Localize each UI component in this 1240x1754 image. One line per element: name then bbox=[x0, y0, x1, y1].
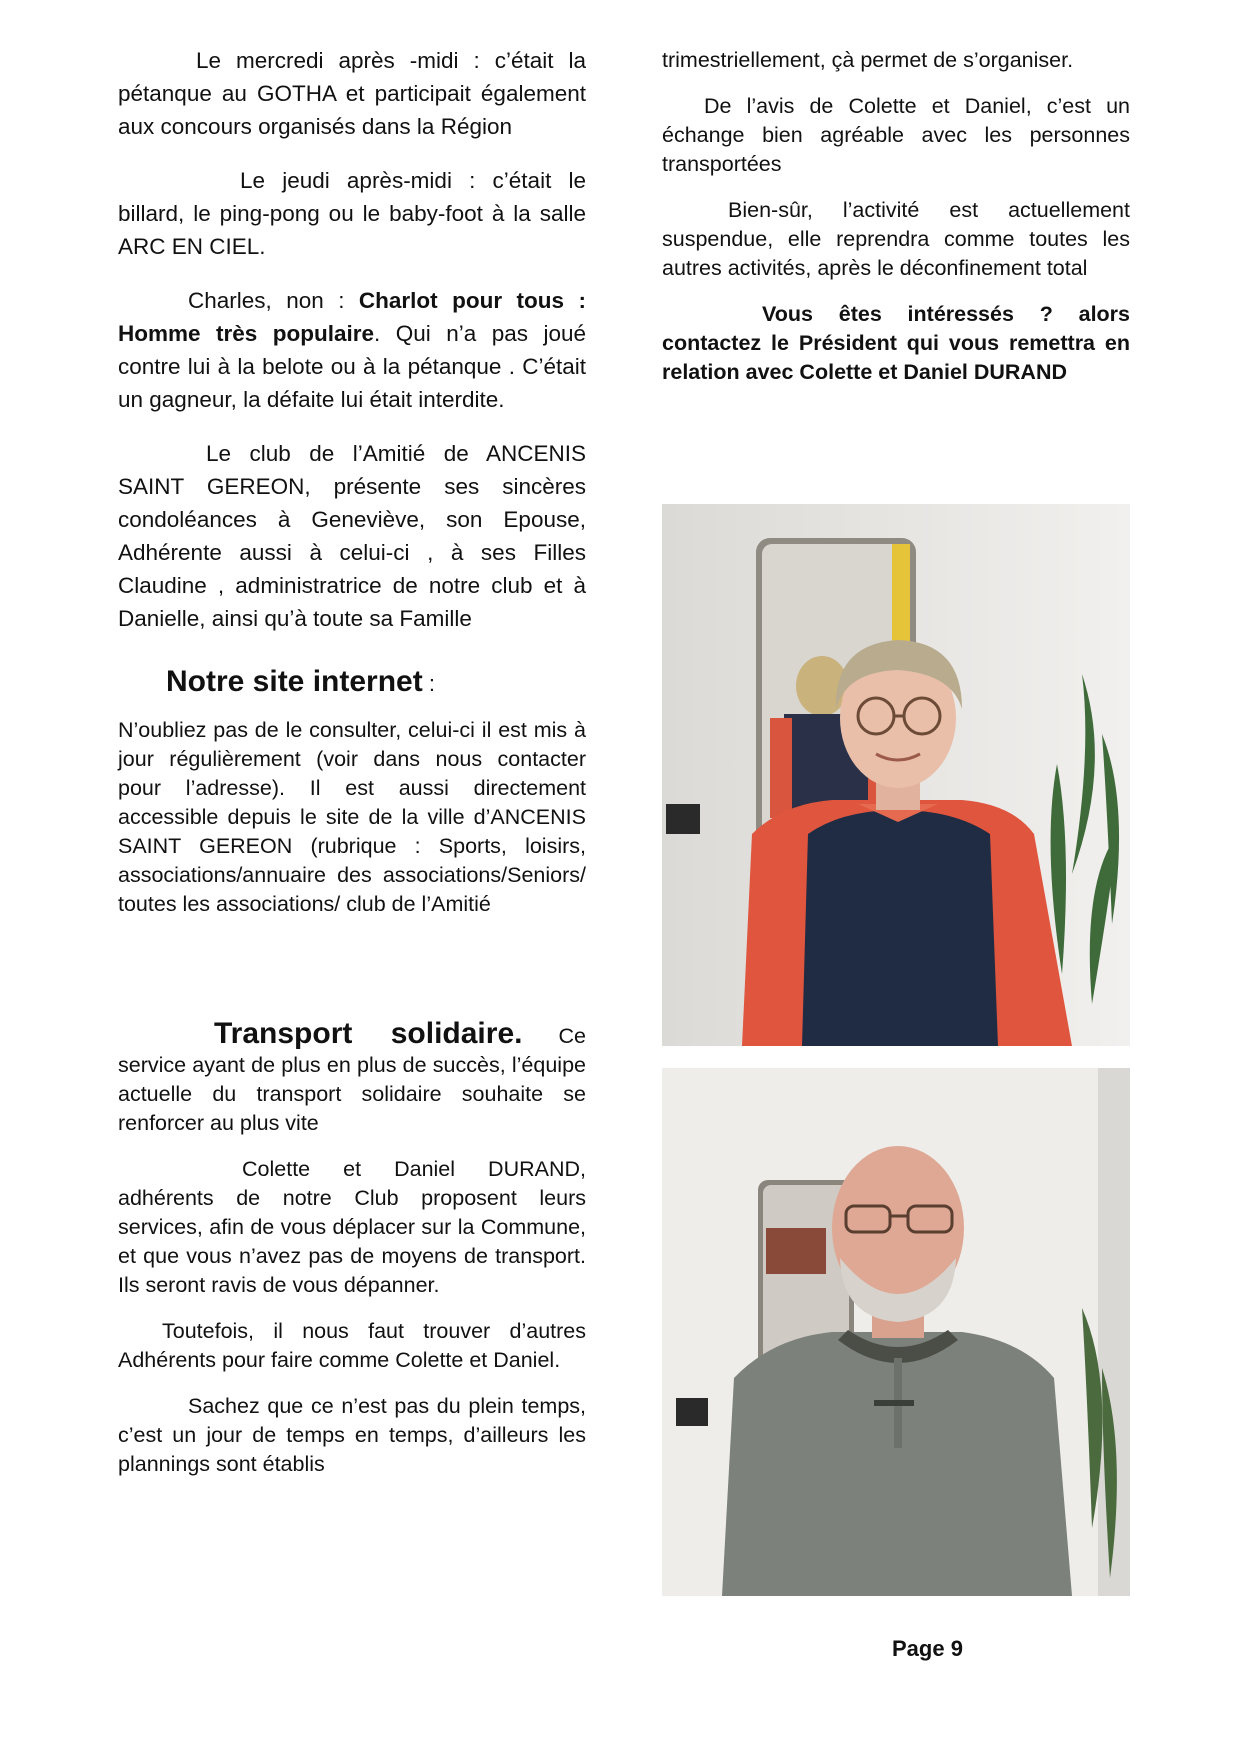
left-column bbox=[118, 0, 586, 1479]
paragraph-trimestriellement: trimestriellement, çà permet de s’organiser. bbox=[662, 48, 1074, 72]
right-column bbox=[662, 0, 1130, 387]
photo-daniel-durand bbox=[662, 1068, 1130, 1596]
paragraph-condoleances: Le club de l’Amitié de ANCENIS SAINT GEREON, présente ses sincères condoléances à Geneviève, son Epouse, Adhérente aussi à celui-ci , à ses Filles Claudine , administratrice de notre club et à Danielle, ainsi qu’à toute sa Famille bbox=[118, 441, 586, 631]
site-heading-colon: : bbox=[422, 671, 435, 696]
paragraph-site-internet: N’oubliez pas de le consulter, celui-ci il est mis à jour régulièrement (voir dans nous contacter pour l’adresse). Il est aussi directement accessible depuis le site de la ville d’ANCENIS SAINT GEREON (rubrique : Sports, loisirs, associations/annuaire des associations/Seniors/ toutes les associations/ club de l’Amitié bbox=[118, 718, 586, 916]
transport-heading: Transport solidaire. bbox=[214, 1017, 523, 1050]
page-number: Page 9 bbox=[892, 1636, 963, 1661]
photo-colette-illustration bbox=[662, 504, 1130, 1046]
paragraph-toutefois: Toutefois, il nous faut trouver d’autres Adhérents pour faire comme Colette et Daniel. bbox=[118, 1319, 586, 1372]
charlot-rest: . Qui n’a pas joué contre lui à la belote ou à la pétanque . C’était un gagneur, la défaite lui était interdite. bbox=[118, 321, 586, 412]
site-heading: Notre site internet bbox=[166, 665, 423, 698]
paragraph-avis: De l’avis de Colette et Daniel, c’est un échange bien agréable avec les personnes transportées bbox=[662, 94, 1130, 176]
charlot-bold: Charlot pour tous : Homme très populaire bbox=[118, 288, 586, 346]
paragraph-charlot bbox=[118, 284, 586, 416]
paragraph-interesses: Vous êtes intéressés ? alors contactez le Président qui vous remettra en relation avec Colette et Daniel DURAND bbox=[662, 302, 1130, 384]
photo-daniel-illustration bbox=[662, 1068, 1130, 1596]
charlot-intro: Charles, non : bbox=[188, 288, 359, 313]
paragraph-mercredi: Le mercredi après -midi : c’était la pétanque au GOTHA et participait également aux concours organisés dans la Région bbox=[118, 48, 586, 139]
photo-colette-durand bbox=[662, 504, 1130, 1046]
paragraph-jeudi: Le jeudi après-midi : c’était le billard, le ping-pong ou le baby-foot à la salle ARC EN CIEL. bbox=[118, 168, 586, 259]
transport-intro: Ce service ayant de plus en plus de succès, l’équipe actuelle du transport solidaire souhaite se renforcer au plus vite bbox=[118, 1024, 586, 1135]
paragraph-sachez: Sachez que ce n’est pas du plein temps, c’est un jour de temps en temps, d’ailleurs les plannings sont établis bbox=[118, 1394, 586, 1476]
paragraph-transport bbox=[118, 1019, 586, 1138]
paragraph-bien-sur: Bien-sûr, l’activité est actuellement suspendue, elle reprendra comme toutes les autres activités, après le déconfinement total bbox=[662, 198, 1130, 280]
paragraph-durand: Colette et Daniel DURAND, adhérents de notre Club proposent leurs services, afin de vous déplacer sur la Commune, et que vous n’avez pas de moyens de transport. Ils seront ravis de vous dépanner. bbox=[118, 1157, 586, 1297]
section-heading-site bbox=[118, 661, 586, 708]
